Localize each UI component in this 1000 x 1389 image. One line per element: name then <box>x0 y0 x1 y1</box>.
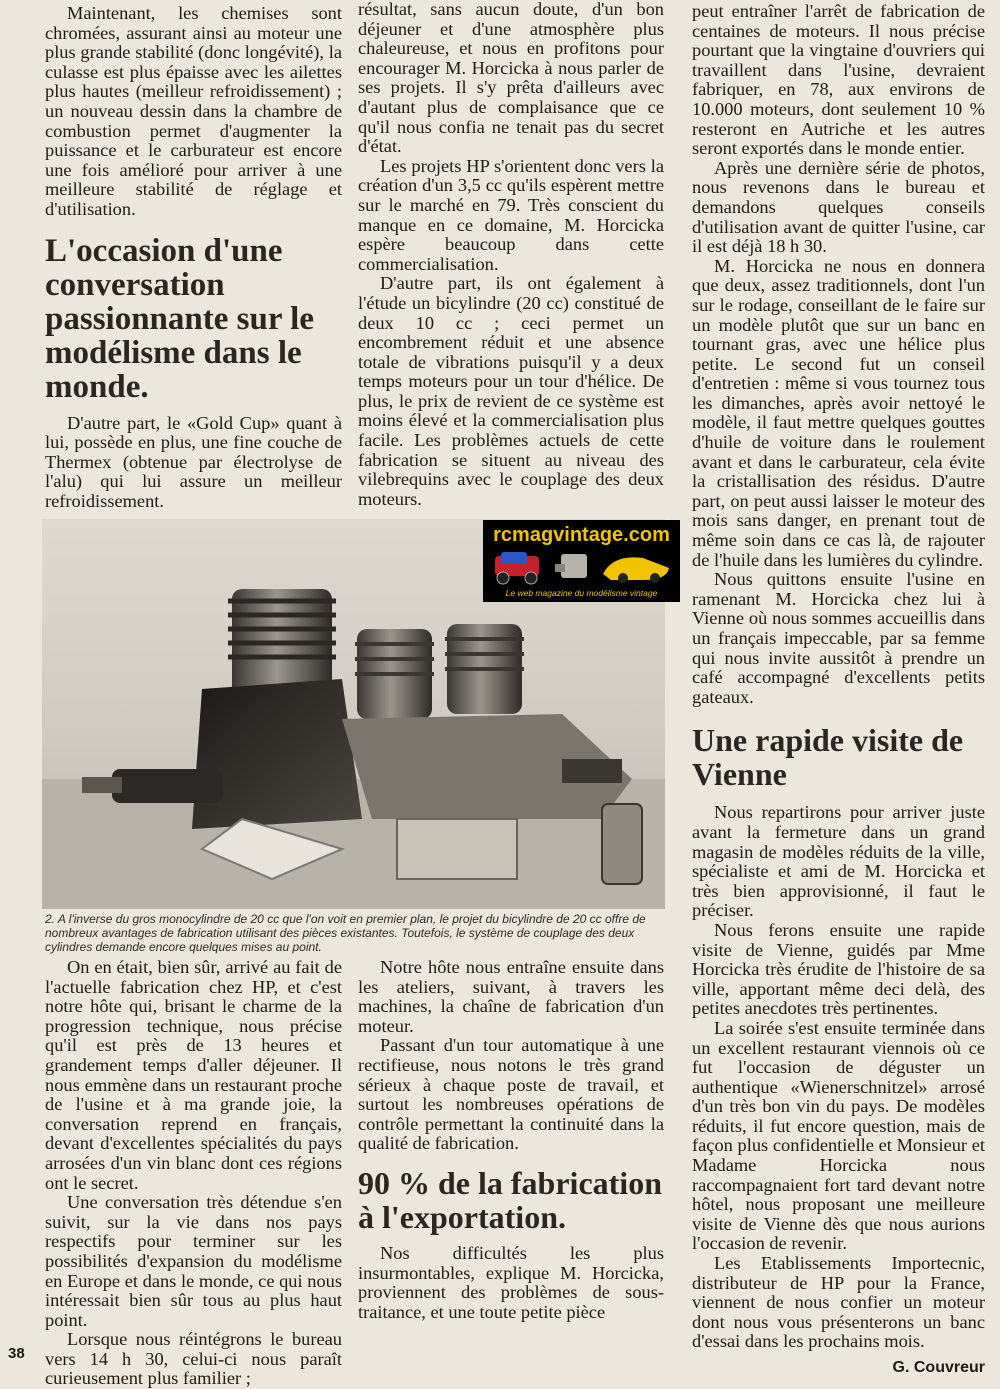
page-number: 38 <box>8 1345 25 1362</box>
paragraph: Une conversation très détendue s'en suivit, sur la vie dans nos pays respectifs pour terminer sur les possibilités d'expansion du modélisme en Europe et dans le monde, ce qui nous intéressait bien sûr tous au plus haut point. <box>45 1192 342 1330</box>
paragraph: Nous repartirons pour arriver juste avant la fermeture dans un grand magasin de modèles réduits de la ville, spécialiste et ami de M. Horcicka et très bien approvisionné, il faut le préciser. <box>692 802 985 921</box>
paragraph: Nous quittons ensuite l'usine en ramenant M. Horcicka chez lui à Vienne où nous sommes accueillis dans un français impeccable, par sa femme qui nous invite aussitôt à prendre un café accompagné d'excellents petits gateaux. <box>692 569 985 707</box>
column-1-bottom <box>45 958 342 1389</box>
paragraph: Lorsque nous réintégrons le bureau vers 14 h 30, celui-ci nous paraît curieusement plus familier ; <box>45 1329 342 1389</box>
paragraph: On en était, bien sûr, arrivé au fait de l'actuelle fabrication chez HP, et c'est notre hôte qui, brisant le charme de la progression technique, nous précise qu'il est près de 13 heures et grandement temps d'aller déjeuner. Il nous emmène dans un restaurant proche de l'usine et à ma grande joie, la conversation reprend en français, devant d'excellentes spécialités du pays arrosées d'un vin blanc dont ces régions ont le secret. <box>45 957 342 1193</box>
paragraph: M. Horcicka ne nous en donnera que deux, assez traditionnels, dont l'un sur le rodage, conseillant de le faire sur un modèle plutôt que sur un banc en tournant gras, avec une hélice plus petite. Le second fut un conseil d'entretien : même si vous tournez tous les dimanches, après avoir nettoyé le modèle, il faut mettre quelques gouttes d'huile de voiture dans le roulement avant et dans le carburateur, cela évite la cristallisation des résidus. D'autre part, on peut aussi laisser le moteur des mois sans danger, en prenant tout de même soin dans ce cas là, de rajouter de l'huile dans les lumières du cylindre. <box>692 255 985 570</box>
paragraph: Les Etablissements Importecnic, distributeur de HP pour la France, viennent de nous confier un moteur dont nous vous présenterons un banc d'essai dans les prochains mois. <box>692 1253 985 1352</box>
logo-vehicles-icon <box>483 548 680 588</box>
photo-caption: 2. A l'inverse du gros monocylindre de 20 cc que l'on voit en premier plan, le projet du bicylindre de 20 cc offre de nombreux avantages de fabrication utilisant des pièces existantes. Toutefois, le système de couplage des deux cylindres demande encore quelques mises au point. <box>45 912 646 954</box>
paragraph: Après une dernière série de photos, nous revenons dans le bureau et demandons quelques conseils d'utilisation avant de quitter l'usine, car il est déjà 18 h 30. <box>692 157 985 257</box>
paragraph: Notre hôte nous entraîne ensuite dans les ateliers, suivant, à travers les machines, la chaîne de fabrication d'un moteur. <box>358 957 664 1036</box>
logo-title: rcmagvintage.com <box>493 524 670 546</box>
paragraph: D'autre part, ils ont également à l'étude un bicylindre (20 cc) constitué de deux 10 cc ; ceci permet un encombrement réduit et une absence totale de vibrations puisqu'il y a deux temps moteurs pour un tour d'hélice. De plus, le prix de revient de ce système est moins élevé et la commercialisation plus facile. Les problèmes actuels de cette fabrication se situent au niveau des vilebrequins avec le couplage des deux moteurs. <box>358 273 664 509</box>
section-heading: 90 % de la fabrication à l'exportation. <box>358 1164 662 1235</box>
rcmagvintage-logo <box>483 520 680 602</box>
paragraph: D'autre part, le «Gold Cup» quant à lui, possède en plus, une fine couche de Thermex (obtenue par électrolyse de l'alu) qui lui assure un meilleur refroidissement. <box>45 412 342 511</box>
section-heading: Une rapide visite de Vienne <box>692 722 964 793</box>
column-2-top <box>358 0 664 509</box>
logo-tagline: Le web magazine du modélisme vintage <box>505 588 658 598</box>
column-1-top <box>45 4 342 512</box>
paragraph: Les projets HP s'orientent donc vers la création d'un 3,5 cc qu'ils espèrent mettre sur le marché en 79. Très conscient du manque en ce domaine, M. Horcicka espère beaucoup dans cette commercialisation. <box>358 155 664 274</box>
paragraph: résultat, sans aucun doute, d'un bon déjeuner et d'une atmosphère plus chaleureuse, et nous en profitons pour encourager M. Horcicka à nous parler de ses projets. Il s'y prêta d'ailleurs avec d'autant plus de complaisance que ce qu'il nous confia ne tenait pas du secret d'état. <box>358 0 664 157</box>
paragraph: peut entraîner l'arrêt de fabrication de centaines de moteurs. Il nous précise pourtant que la vingtaine d'ouvriers qui travaillent dans l'usine, devraient fabriquer, en 78, aux environs de 10.000 moteurs, dont seulement 10 % resteront en Autriche et les autres seront exportés dans le monde entier. <box>692 1 985 159</box>
paragraph: Nos difficultés les plus insurmontables, explique M. Horcicka, proviennent des problèmes de sous-traitance, et une toute petite pièce <box>358 1242 664 1322</box>
column-2-bottom <box>358 958 664 1322</box>
paragraph: Maintenant, les chemises sont chromées, assurant ainsi au moteur une plus grande stabilité (donc longévité), la culasse est plus épaisse avec les ailettes plus hautes (meilleur refroidissement) ; un nouveau dessin dans la chambre de combustion permet d'augmenter la puissance et le carburateur est encore une fois amélioré pour arriver à une meilleure stabilité de réglage et d'utilisation. <box>45 3 342 219</box>
author-signature: G. Couvreur <box>892 1359 985 1376</box>
section-heading: L'occasion d'une conversation passionnante sur le modélisme dans le monde. <box>45 232 314 405</box>
paragraph: Nous ferons ensuite une rapide visite de Vienne, guidés par Mme Horcicka très érudite de l'histoire de sa ville, apportant même deci delà, des petites anecdotes très pertinentes. <box>692 919 985 1019</box>
paragraph: Passant d'un tour automatique à une rectifieuse, nous notons le très grand sérieux à chaque poste de travail, et surtout les nombreuses opérations de contrôle permettant la continuité dans la qualité de fabrication. <box>358 1035 664 1154</box>
paragraph: La soirée s'est ensuite terminée dans un excellent restaurant viennois où ce fut l'occasion de déguster un authentique «Wienerschnitzel» arrosé d'un très bon vin du pays. De modèles réduits, il fut encore question, mais de façon plus confidentielle et Monsieur et Madame Horcicka nous raccompagnaient fort tard devant notre hôtel, nous proposant une meilleure visite de Vienne dès que nous aurions l'occasion de revenir. <box>692 1017 985 1254</box>
column-3 <box>692 2 985 1378</box>
